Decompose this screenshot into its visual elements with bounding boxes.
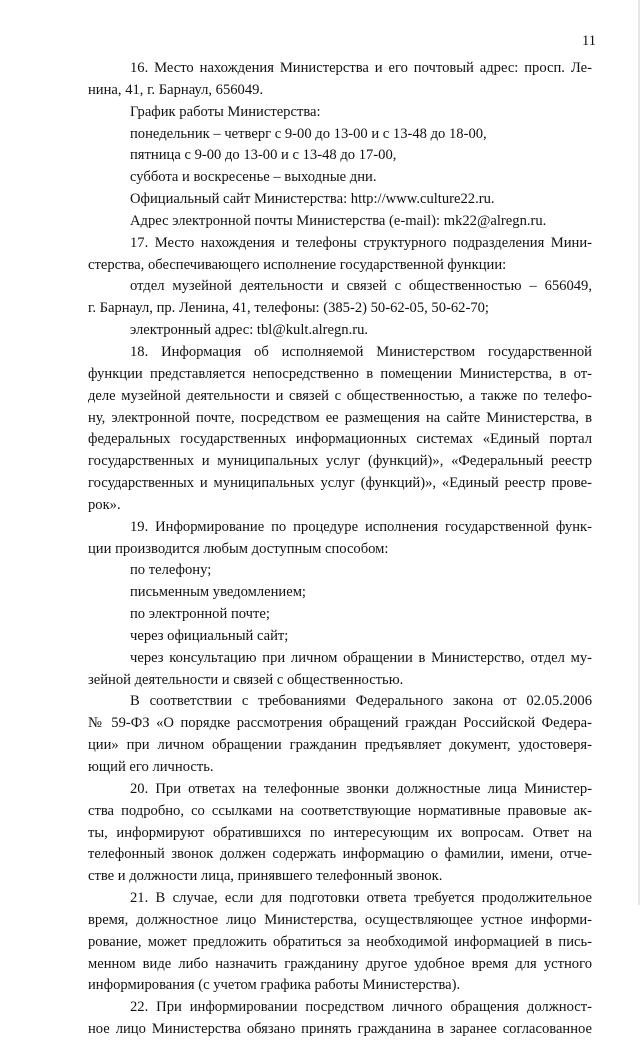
text-line: менном виде либо назначить гражданину другое удобное время для устного: [88, 955, 592, 972]
text-line: Адрес электронной почты Министерства (e-mail): mk22@alregn.ru.: [130, 212, 547, 229]
page-number: 11: [582, 33, 596, 49]
text-line: Официальный сайт Министерства: http://www.culture22.ru.: [130, 191, 495, 208]
text-line: отдел музейной деятельности и связей с общественностью – 656049,: [130, 278, 592, 295]
text-line: 21. В случае, если для подготовки ответа требуется продолжительное: [130, 890, 592, 907]
text-line: 18. Информация об исполняемой Министерством государственной: [130, 343, 592, 360]
text-line: суббота и воскресенье – выходные дни.: [130, 169, 377, 186]
text-line: стве и должности лица, принявшего телефонный звонок.: [88, 868, 443, 885]
text-line: ции» при личном обращении гражданин предъявляет документ, удостоверя-: [88, 737, 592, 754]
text-line: 16. Место нахождения Министерства и его почтовый адрес: просп. Ле-: [130, 60, 592, 76]
text-line: ства подробно, со ссылками на соответствующие нормативные правовые ак-: [88, 802, 592, 819]
text-line: телефонный звонок должен содержать информацию о фамилии, имени, отче-: [88, 846, 592, 863]
text-line: по электронной почте;: [130, 606, 270, 623]
text-line: ции производится любым доступным способом:: [88, 540, 389, 557]
text-line: время, должностное лицо Министерства, осуществляющее устное информи-: [88, 911, 592, 928]
text-line: 22. При информировании посредством личного обращения должност-: [130, 999, 592, 1016]
text-line: нина, 41, г. Барнаул, 656049.: [88, 81, 264, 98]
text-line: зейной деятельности и связей с общественностью.: [88, 671, 404, 688]
text-line: ющий его личность.: [88, 759, 214, 775]
text-line: рование, может предложить обратиться за необходимой информацией в пись-: [88, 933, 592, 950]
text-line: стерства, обеспечивающего исполнение государственной функции:: [88, 256, 507, 273]
text-line: 17. Место нахождения и телефоны структурного подразделения Мини-: [130, 234, 592, 251]
text-line: ное лицо Министерства обязано принять гражданина в заранее согласованное: [88, 1021, 592, 1038]
text-line: понедельник – четверг с 9-00 до 13-00 и с 13-48 до 18-00,: [130, 125, 487, 142]
text-line: 19. Информирование по процедуре исполнения государственной функ-: [130, 518, 592, 535]
text-line: В соответствии с требованиями Федерального закона от 02.05.2006: [130, 693, 592, 710]
text-line: через консультацию при личном обращении в Министерство, отдел му-: [130, 649, 592, 666]
text-line: государственных и муниципальных услуг (функций)», «Единый реестр прове-: [88, 475, 592, 492]
text-line: 20. При ответах на телефонные звонки должностные лица Министер-: [130, 780, 592, 797]
text-line: через официальный сайт;: [130, 627, 289, 644]
text-line: ты, информируют обратившихся по интересующим их вопросам. Ответ на: [88, 824, 592, 841]
text-line: График работы Министерства:: [130, 103, 321, 120]
text-line: рок».: [88, 496, 121, 513]
text-line: по телефону;: [130, 562, 212, 579]
text-line: г. Барнаул, пр. Ленина, 41, телефоны: (385-2) 50-62-05, 50-62-70;: [88, 300, 489, 317]
text-line: деле музейной деятельности и связей с общественностью, а также по телефо-: [88, 387, 592, 404]
text-line: электронный адрес: tbl@kult.alregn.ru.: [130, 322, 369, 339]
text-line: пятница с 9-00 до 13-00 и с 13-48 до 17-00,: [130, 147, 397, 164]
text-line: функции представляется непосредственно в помещении Министерства, в от-: [88, 365, 592, 382]
text-line: № 59-ФЗ «О порядке рассмотрения обращений граждан Российской Федера-: [88, 715, 592, 732]
text-line: ну, электронной почте, посредством ее размещения на сайте Министерства, в: [88, 409, 592, 426]
document-body: [88, 58, 592, 1041]
text-line: информирования (с учетом графика работы Министерства).: [88, 977, 461, 994]
text-line: федеральных государственных информационных системах «Единый портал: [88, 431, 592, 448]
text-line: государственных и муниципальных услуг (функций)», «Федеральный реестр: [88, 453, 592, 470]
text-line: письменным уведомлением;: [130, 584, 306, 601]
